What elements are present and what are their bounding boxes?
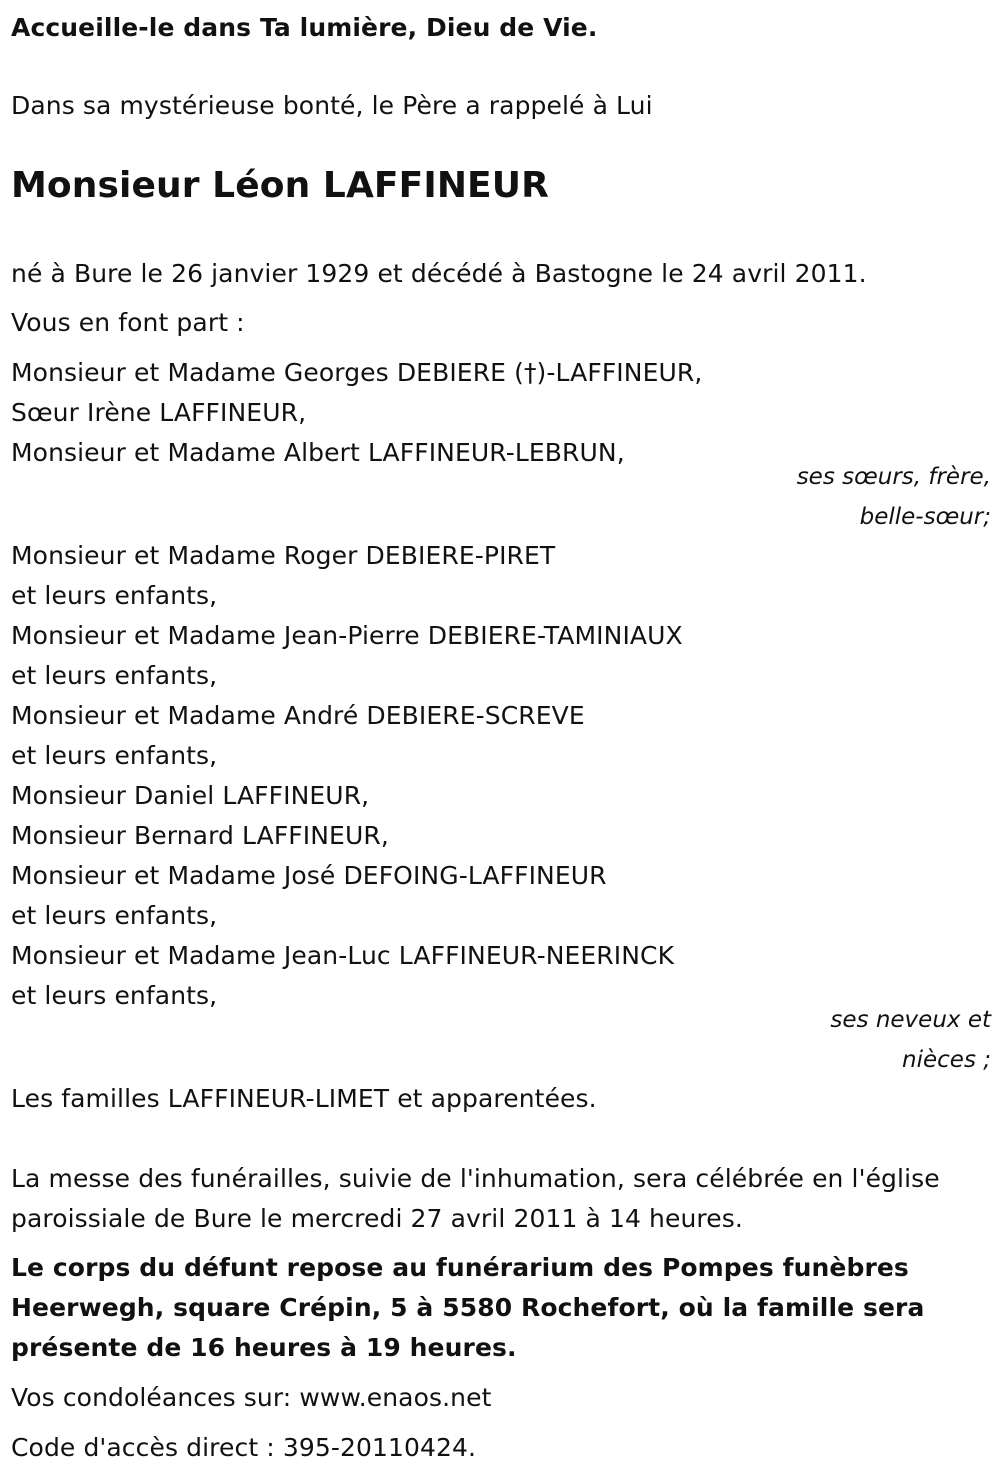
siblings-relation: ses sœurs, frère,: [796, 464, 991, 490]
opening-prayer: Accueille-le dans Ta lumière, Dieu de Vie.: [11, 13, 598, 42]
access-code: Code d'accès direct : 395-20110424.: [11, 1433, 477, 1462]
nephew-entry: et leurs enfants,: [11, 741, 218, 770]
nephews-relation: nièces ;: [902, 1047, 991, 1073]
nephews-relation: ses neveux et: [830, 1007, 991, 1033]
nephew-entry: et leurs enfants,: [11, 661, 218, 690]
mass-info: paroissiale de Bure le mercredi 27 avril 2011 à 14 heures.: [11, 1204, 743, 1233]
nephew-entry: Monsieur et Madame José DEFOING-LAFFINEUR: [11, 861, 607, 890]
siblings-relation: belle-sœur;: [859, 504, 991, 530]
nephew-entry: et leurs enfants,: [11, 981, 218, 1010]
repose-info: présente de 16 heures à 19 heures.: [11, 1333, 517, 1362]
nephew-entry: Monsieur et Madame Jean-Pierre DEBIERE-TAMINIAUX: [11, 621, 683, 650]
nephew-entry: Monsieur Daniel LAFFINEUR,: [11, 781, 370, 810]
repose-info: Heerwegh, square Crépin, 5 à 5580 Rochefort, où la famille sera: [11, 1293, 925, 1322]
repose-info: Le corps du défunt repose au funérarium des Pompes funèbres: [11, 1253, 909, 1282]
nephew-entry: Monsieur et Madame André DEBIERE-SCREVE: [11, 701, 585, 730]
families-text: Les familles LAFFINEUR-LIMET et apparentées.: [11, 1084, 597, 1113]
nephew-entry: Monsieur et Madame Roger DEBIERE-PIRET: [11, 541, 556, 570]
nephew-entry: Monsieur et Madame Jean-Luc LAFFINEUR-NEERINCK: [11, 941, 675, 970]
condolences-link-text: Vos condoléances sur: www.enaos.net: [11, 1383, 492, 1412]
intro-text: Dans sa mystérieuse bonté, le Père a rappelé à Lui: [11, 91, 653, 120]
announcement-text: Vous en font part :: [11, 308, 245, 337]
sibling-entry: Monsieur et Madame Georges DEBIERE (†)-LAFFINEUR,: [11, 358, 703, 387]
deceased-name: Monsieur Léon LAFFINEUR: [11, 165, 549, 206]
nephew-entry: Monsieur Bernard LAFFINEUR,: [11, 821, 389, 850]
birth-death-dates: né à Bure le 26 janvier 1929 et décédé à Bastogne le 24 avril 2011.: [11, 259, 867, 288]
sibling-entry: Sœur Irène LAFFINEUR,: [11, 398, 307, 427]
mass-info: La messe des funérailles, suivie de l'inhumation, sera célébrée en l'église: [11, 1164, 940, 1193]
nephew-entry: et leurs enfants,: [11, 581, 218, 610]
nephew-entry: et leurs enfants,: [11, 901, 218, 930]
sibling-entry: Monsieur et Madame Albert LAFFINEUR-LEBRUN,: [11, 438, 625, 467]
